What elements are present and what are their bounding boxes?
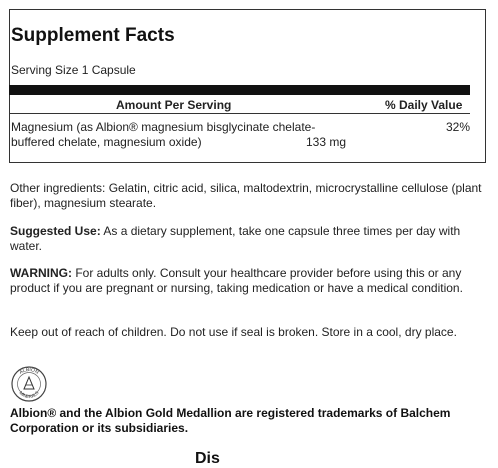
suggested-use-label: Suggested Use: <box>10 224 101 238</box>
seal-text-top: ALBION <box>18 366 40 376</box>
ingredient-name-line2: buffered chelate, magnesium oxide) <box>11 135 202 149</box>
trademark-notice: Albion® and the Albion Gold Medallion are registered trademarks of Balchem Corporation or its subsidiaries. <box>10 406 451 435</box>
warning <box>10 266 485 296</box>
suggested-use <box>10 224 485 254</box>
other-ingredients: Other ingredients: Gelatin, citric acid, silica, maltodextrin, microcrystalline cellulose (plant fiber), magnesium stearate. <box>10 181 482 210</box>
serving-size: Serving Size 1 Capsule <box>11 63 136 77</box>
thick-divider <box>9 85 470 95</box>
warning-text: For adults only. Consult your healthcare provider before using this or any product if you are pregnant or nursing, taking medication or have a medical condition. <box>10 266 463 295</box>
cutoff-heading: Dis <box>195 450 220 467</box>
warning-label: WARNING: <box>10 266 72 280</box>
seal-text-bottom: MINERALS <box>18 390 40 400</box>
header-amount-per-serving: Amount Per Serving <box>116 98 232 112</box>
thin-divider <box>9 113 470 114</box>
header-daily-value: % Daily Value <box>385 98 463 112</box>
facts-title: Supplement Facts <box>11 25 175 46</box>
storage-note: Keep out of reach of children. Do not use if seal is broken. Store in a cool, dry place. <box>10 325 457 339</box>
ingredient-daily-value: 32% <box>446 120 471 134</box>
albion-minerals-seal-icon <box>11 366 47 402</box>
ingredient-amount: 133 mg <box>306 135 347 149</box>
suggested-use-text: As a dietary supplement, take one capsule three times per day with water. <box>10 224 461 253</box>
ingredient-name-line1: Magnesium (as Albion® magnesium bisglycinate chelate- <box>11 120 316 134</box>
